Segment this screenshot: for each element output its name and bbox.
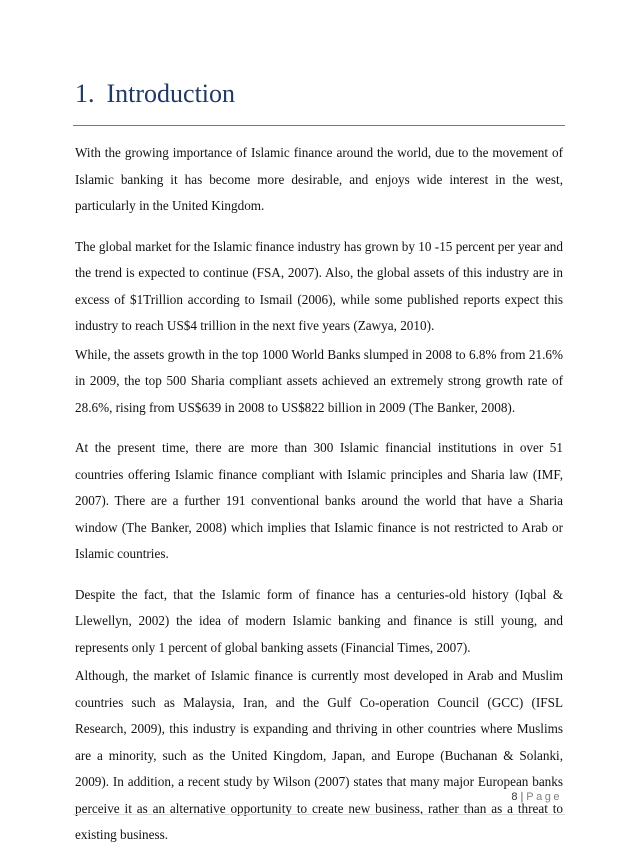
paragraph-4: At the present time, there are more than 300 Islamic financial institutions in over 51 countries offering Islamic finance compliant with Islamic principles and Sharia law (IMF, 2007). There are a further 191 conventional banks around the world that have a Sharia window (The Banker, 2008) which implies that Islamic finance is not restricted to Arab or Islamic countries. — [75, 440, 563, 561]
section-heading — [75, 78, 565, 110]
footer-separator: | — [520, 791, 524, 803]
paragraph-5: Despite the fact, that the Islamic form of finance has a centuries-old history (Iqbal & Llewellyn, 2002) the idea of modern Islamic banking and finance is still young, and represents only 1 percent of global banking assets (Financial Times, 2007). — [75, 586, 563, 655]
body-text — [75, 140, 563, 849]
section-number: 1. — [75, 79, 95, 108]
page-footer — [511, 790, 562, 804]
paragraph-6: Although, the market of Islamic finance is currently most developed in Arab and Muslim countries such as Malaysia, Iran, and the Gulf Co-operation Council (GCC) (IFSL Research, 2009), this industry is expanding and thriving in other countries where Muslims are a minority, such as the United Kingdom, Japan, and Europe (Buchanan & Solanki, 2009). In addition, a recent study by Wilson (2007) states that many major European banks perceive it as an alternative opportunity to create new business, rather than as a threat to existing business. — [75, 668, 563, 842]
page-label: Page — [526, 791, 562, 803]
paragraph-3: While, the assets growth in the top 1000 World Banks slumped in 2008 to 6.8% from 21.6% in 2009, the top 500 Sharia compliant assets achieved an extremely strong growth rate of 28.6%, rising from US$639 in 2008 to US$822 billion in 2009 (The Banker, 2008). — [75, 346, 563, 415]
paragraph-2: The global market for the Islamic finance industry has grown by 10 -15 percent per year and the trend is expected to continue (FSA, 2007). Also, the global assets of this industry are in excess of $1Trillion according to Ismail (2006), while some published reports expect this industry to reach US$4 trillion in the next five years (Zawya, 2010). — [75, 238, 563, 333]
heading-divider — [73, 125, 565, 126]
page-number: 8 — [511, 791, 518, 803]
footer-divider — [73, 814, 565, 815]
section-title: Introduction — [106, 79, 236, 108]
paragraph-1: With the growing importance of Islamic finance around the world, due to the movement of Islamic banking it has become more desirable, and enjoys wide interest in the west, particularly in the United Kingdom. — [75, 145, 563, 213]
